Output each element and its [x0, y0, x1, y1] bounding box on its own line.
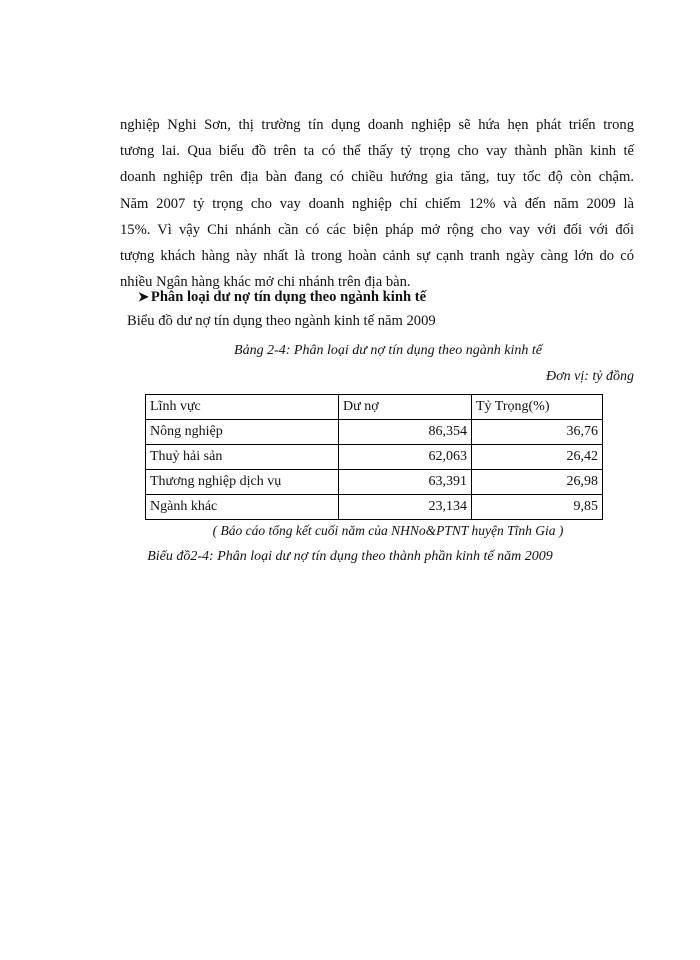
paragraph-line: doanh nghiệp trên địa bàn đang có chiều hướng gia tăng, tuy tốc độ còn chậm.: [120, 169, 634, 186]
share-cell: 36,76: [472, 420, 603, 445]
paragraph-line: tương lai. Qua biểu đồ trên ta có thể thấy tỷ trọng cho vay thành phần kinh tế: [120, 143, 634, 160]
header-cell: Dư nợ: [339, 395, 472, 420]
paragraph-line: 15%. Vì vậy Chi nhánh cần có các biện pháp mở rộng cho vay với đối với đối: [120, 221, 634, 238]
table-header-row: [146, 395, 603, 420]
body-paragraph: [120, 112, 634, 295]
section-heading: [138, 289, 426, 306]
share-cell: 26,98: [472, 470, 603, 495]
header-cell: Tỷ Trọng(%): [472, 395, 603, 420]
paragraph-line: nhiều Ngân hàng khác mở chi nhánh trên địa bàn.: [120, 274, 411, 291]
debt-cell: 63,391: [339, 470, 472, 495]
source-note: ( Báo cáo tổng kết cuối năm của NHNo&PTNT huyện Tĩnh Gia ): [212, 523, 564, 538]
paragraph-line: nghiệp Nghi Sơn, thị trường tín dụng doanh nghiệp sẽ hứa hẹn phát triển trong: [120, 117, 634, 133]
unit-label: Đơn vị: tỷ đồng: [546, 369, 634, 384]
sector-cell: Nông nghiệp: [146, 420, 339, 445]
debt-cell: 86,354: [339, 420, 472, 445]
section-heading-text: Phân loại dư nợ tín dụng theo ngành kinh tế: [150, 289, 427, 305]
table-caption: Bảng 2-4: Phân loại dư nợ tín dụng theo ngành kinh tế: [234, 343, 542, 358]
credit-table: [145, 394, 603, 520]
table-row: [146, 470, 603, 495]
table-row: [146, 445, 603, 470]
chart-subtitle: Biểu đồ dư nợ tín dụng theo ngành kinh tế năm 2009: [127, 313, 436, 329]
sector-cell: Thương nghiệp dịch vụ: [146, 470, 339, 495]
paragraph-line: tượng khách hàng này nhất là trong hoàn cảnh sự cạnh tranh ngày càng lớn do có: [120, 247, 634, 264]
header-cell: Lĩnh vực: [146, 395, 339, 420]
share-cell: 26,42: [472, 445, 603, 470]
table-row: [146, 420, 603, 445]
debt-cell: 23,134: [339, 495, 472, 520]
sector-cell: Ngành khác: [146, 495, 339, 520]
sector-cell: Thuỷ hải sản: [146, 445, 339, 470]
chart-caption: Biểu đồ2-4: Phân loại dư nợ tín dụng theo thành phần kinh tế năm 2009: [147, 549, 553, 564]
debt-cell: 62,063: [339, 445, 472, 470]
share-cell: 9,85: [472, 495, 603, 520]
table-row: [146, 495, 603, 520]
arrow-bullet-icon: ➤: [138, 289, 149, 304]
paragraph-line: Năm 2007 tỷ trọng cho vay doanh nghiệp chỉ chiếm 12% và đến năm 2009 là: [120, 195, 634, 212]
